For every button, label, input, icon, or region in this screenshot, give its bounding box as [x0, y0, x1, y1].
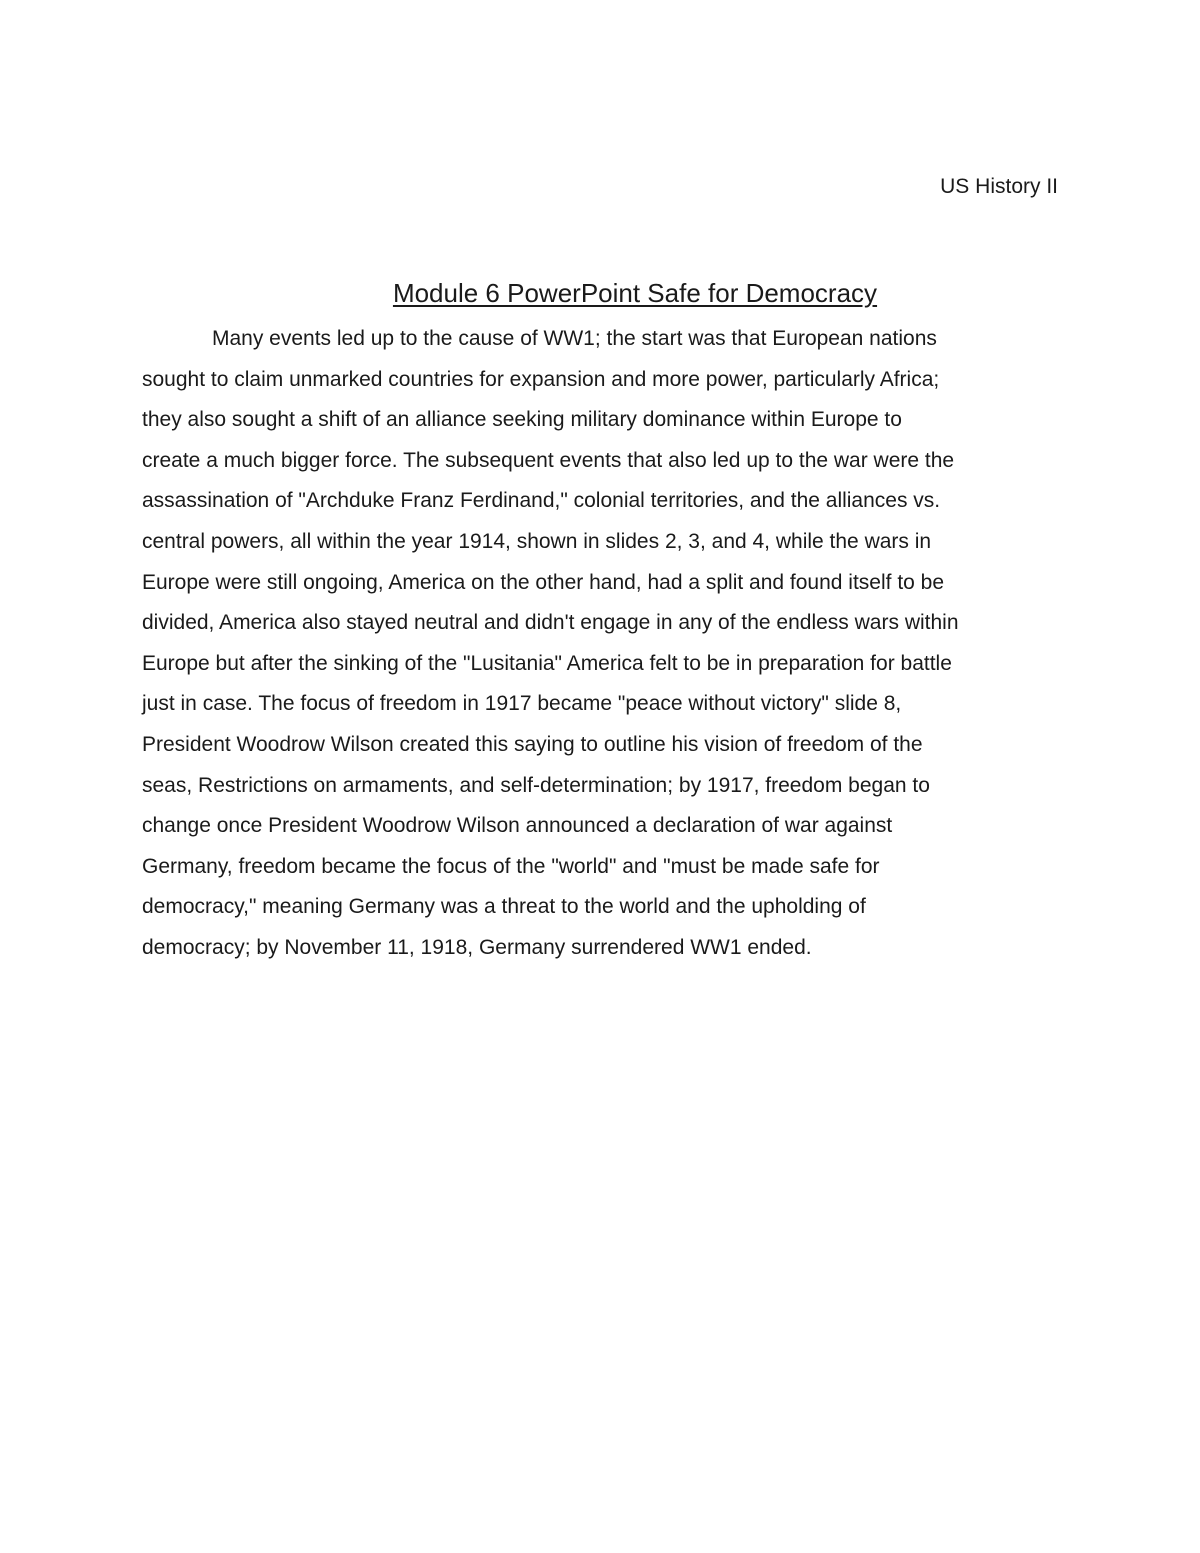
paragraph-line: democracy," meaning Germany was a threat to the world and the upholding of — [142, 895, 866, 919]
paragraph-line: just in case. The focus of freedom in 1917 became "peace without victory" slide 8, — [142, 692, 902, 716]
body-paragraph — [142, 319, 1060, 969]
paragraph-line: central powers, all within the year 1914, shown in slides 2, 3, and 4, while the wars in — [142, 529, 932, 553]
paragraph-line: create a much bigger force. The subsequent events that also led up to the war were the — [142, 448, 955, 472]
paragraph-line: assassination of "Archduke Franz Ferdinand," colonial territories, and the alliances vs. — [142, 489, 941, 513]
paragraph-line: sought to claim unmarked countries for expansion and more power, particularly Africa; — [142, 367, 940, 391]
paragraph-line: change once President Woodrow Wilson announced a declaration of war against — [142, 814, 893, 838]
document-title: Module 6 PowerPoint Safe for Democracy — [392, 278, 878, 308]
paragraph-line: they also sought a shift of an alliance seeking military dominance within Europe to — [142, 408, 902, 432]
paragraph-line: Many events led up to the cause of WW1; the start was that European nations — [212, 327, 937, 350]
course-header: US History II — [940, 175, 1058, 198]
paragraph-line: President Woodrow Wilson created this saying to outline his vision of freedom of the — [142, 732, 923, 756]
paragraph-line: Europe but after the sinking of the "Lusitania" America felt to be in preparation for battle — [142, 651, 952, 675]
paragraph-line: divided, America also stayed neutral and didn't engage in any of the endless wars within — [142, 611, 959, 635]
paragraph-line: Europe were still ongoing, America on the other hand, had a split and found itself to be — [142, 570, 945, 594]
paragraph-line: democracy; by November 11, 1918, Germany surrendered WW1 ended. — [142, 935, 812, 959]
paragraph-line: Germany, freedom became the focus of the "world" and "must be made safe for — [142, 854, 880, 878]
paragraph-line: seas, Restrictions on armaments, and self-determination; by 1917, freedom began to — [142, 773, 930, 797]
